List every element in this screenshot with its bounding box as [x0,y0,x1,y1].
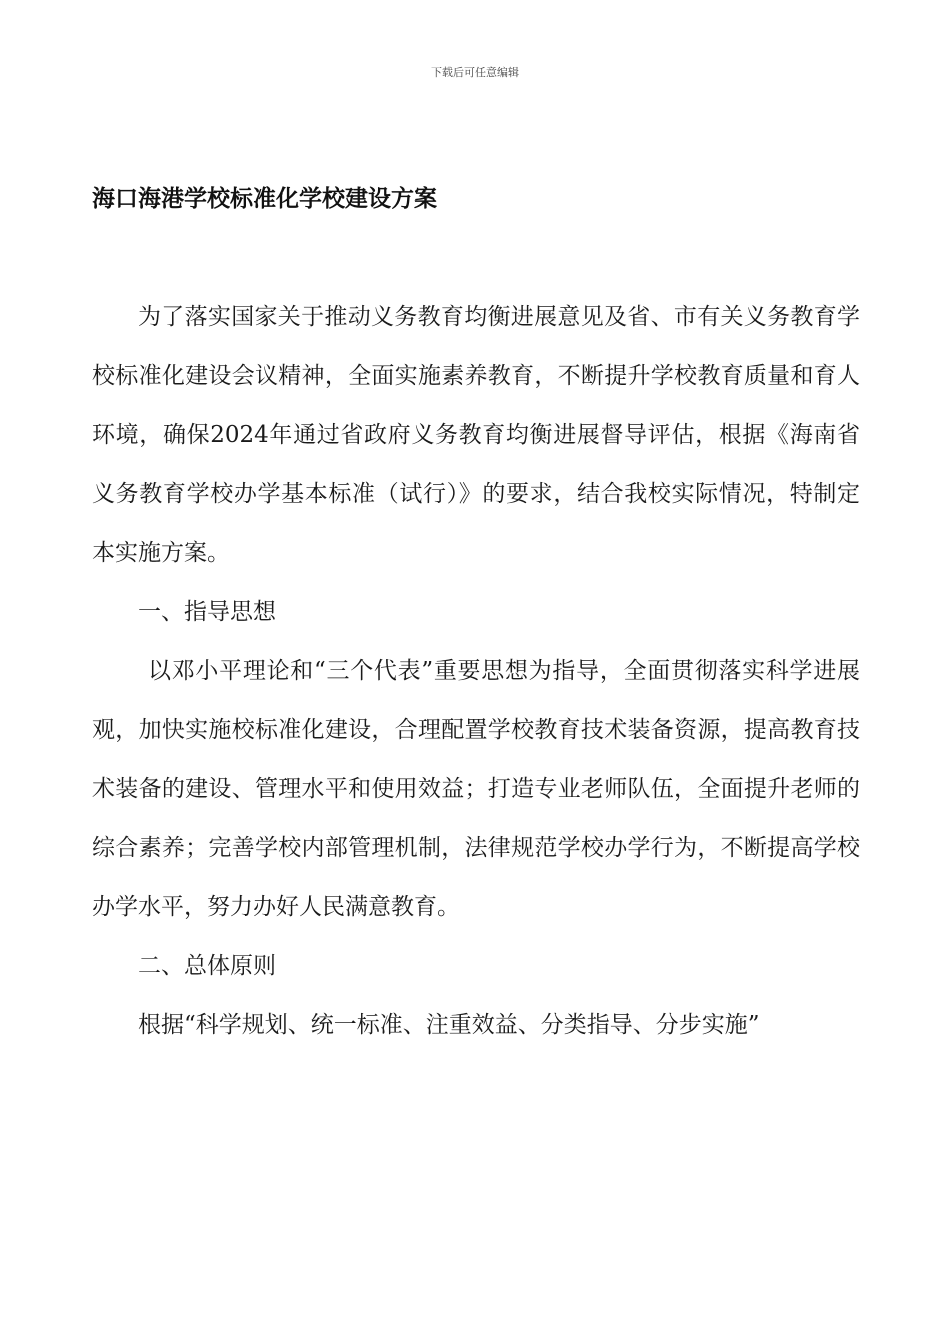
intro-paragraph: 为了落实国家关于推动义务教育均衡进展意见及省、市有关义务教育学校标准化建设会议精神，全面实施素养教育，不断提升学校教育质量和育人环境，确保2024年通过省政府义务教育均衡进展督导评估，根据《海南省义务教育学校办学基本标准（试行）》的要求，结合我校实际情况，特制定本实施方案。 [92,304,860,566]
general-principles-paragraph: 根据“科学规划、统一标准、注重效益、分类指导、分步实施” [138,1012,760,1038]
header-note: 下载后可任意编辑 [431,66,519,79]
guiding-ideology-paragraph: 以邓小平理论和“三个代表”重要思想为指导，全面贯彻落实科学进展观，加快实施校标准化建设，合理配置学校教育技术装备资源，提高教育技术装备的建设、管理水平和使用效益；打造专业老师队伍，全面提升老师的综合素养；完善学校内部管理机制，法律规范学校办学行为，不断提高学校办学水平，努力办好人民满意教育。 [92,658,860,920]
document-title: 海口海港学校标准化学校建设方案 [92,186,437,212]
section-heading-general-principles: 二、总体原则 [138,953,276,979]
section-heading-guiding-ideology: 一、指导思想 [138,599,276,625]
document-body [92,288,860,1055]
